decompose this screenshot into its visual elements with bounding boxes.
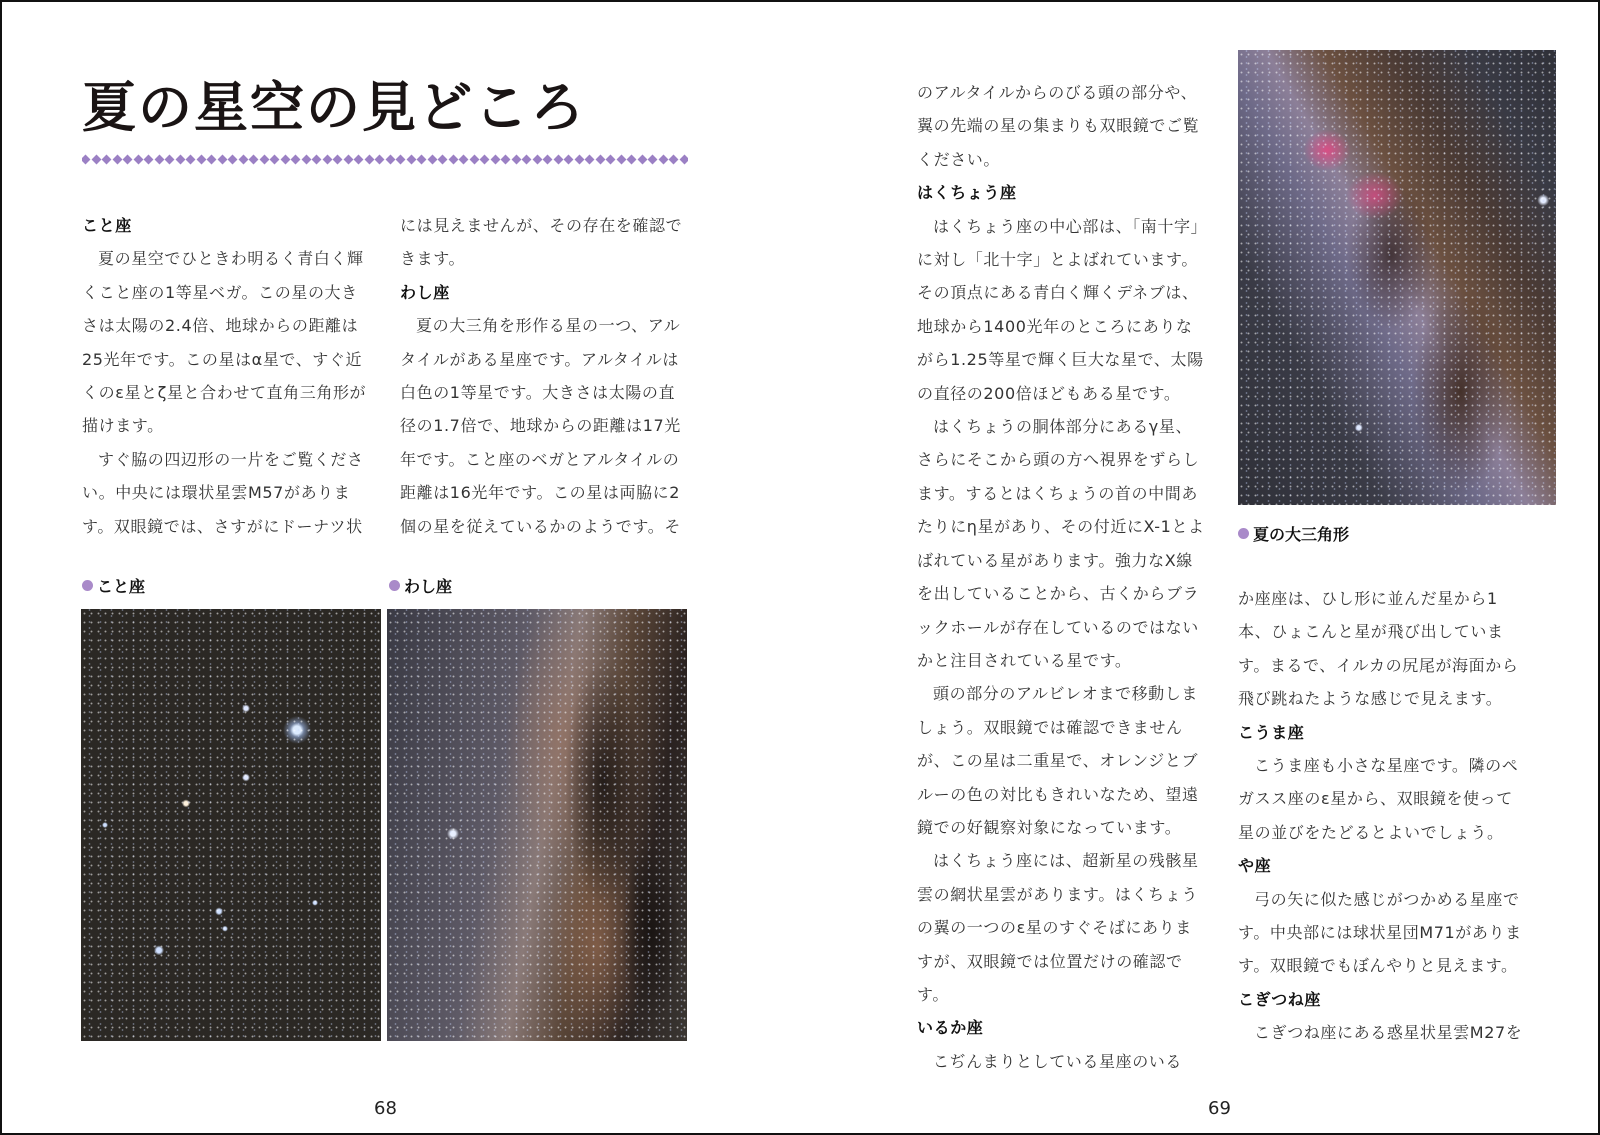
diamond-ornament-icon (406, 154, 416, 164)
diamond-ornament-icon (532, 154, 542, 164)
diamond-ornament-icon (196, 154, 206, 164)
diamond-ornament-icon (280, 154, 290, 164)
diamond-ornament-icon (469, 154, 479, 164)
caption-text: 夏の大三角形 (1253, 525, 1350, 544)
bullet-dot-icon (389, 580, 400, 591)
diamond-ornament-icon (322, 154, 332, 164)
diamond-ornament-icon (574, 154, 584, 164)
diamond-ornament-icon (175, 154, 185, 164)
diamond-ornament-icon (616, 154, 626, 164)
page-number-right: 69 (1208, 1098, 1231, 1119)
diamond-ornament-icon (82, 154, 90, 164)
paragraph-continuation: のアルタイルからのびる頭の部分や、翼の先端の星の集まりも双眼鏡でご覧ください。 (917, 83, 1200, 169)
diamond-ornament-icon (375, 154, 385, 164)
diamond-ornament-icon (186, 154, 196, 164)
caption-text: こと座 (97, 577, 146, 596)
diamond-ornament-icon (448, 154, 458, 164)
diamond-ornament-icon (385, 154, 395, 164)
section-heading-equuleus: こうま座 (1238, 722, 1305, 742)
diamond-ornament-icon (417, 154, 427, 164)
diamond-ornament-icon (522, 154, 532, 164)
section-heading-vulpecula: こぎつね座 (1238, 989, 1322, 1009)
diamond-ornament-icon (354, 154, 364, 164)
diamond-ornament-icon (364, 154, 374, 164)
photo-caption-lyra (82, 574, 145, 597)
bullet-dot-icon (1238, 528, 1249, 539)
diamond-ornament-icon (249, 154, 259, 164)
diamond-ornament-icon (238, 154, 248, 164)
page-number-left: 68 (374, 1098, 397, 1119)
diamond-ornament-icon (564, 154, 574, 164)
photo-caption-summer-triangle (1238, 522, 1349, 545)
diamond-ornament-icon (259, 154, 269, 164)
paragraph: はくちょうの胴体部分にあるγ星、さらにそこから頭の方へ視界をずらします。するとはくちょうの首の中間あたりにη星があり、その付近にX-1とよばれている星があります。強力なX線を出していることから、古くからブラックホールが存在しているのではないかと注目されている星です。 (917, 417, 1205, 670)
diamond-ornament-icon (501, 154, 511, 164)
section-heading-lyra: こと座 (82, 216, 132, 235)
diamond-ornament-icon (312, 154, 322, 164)
diamond-ornament-icon (102, 154, 112, 164)
diamond-ornament-icon (553, 154, 563, 164)
section-heading-aquila: わし座 (400, 282, 450, 302)
bullet-dot-icon (82, 580, 93, 591)
diamond-ornament-icon (228, 154, 238, 164)
diamond-ornament-icon (396, 154, 406, 164)
diamond-ornament-icon (480, 154, 490, 164)
page-title: 夏の星空の見どころ (82, 75, 586, 139)
diamond-ornament-icon (112, 154, 122, 164)
photo-caption-aquila (389, 574, 452, 597)
diamond-ornament-icon (669, 154, 679, 164)
diamond-ornament-icon (490, 154, 500, 164)
photo-summer-triangle (1238, 50, 1556, 505)
diamond-ornament-icon (595, 154, 605, 164)
diamond-ornament-icon (333, 154, 343, 164)
diamond-ornament-icon (123, 154, 133, 164)
diamond-ornament-icon (627, 154, 637, 164)
title-diamond-rule (82, 152, 688, 166)
section-heading-cygnus: はくちょう座 (917, 183, 1017, 203)
photo-lyra-starfield (81, 609, 381, 1041)
left-column-2 (400, 209, 690, 543)
diamond-ornament-icon (165, 154, 175, 164)
paragraph: 夏の大三角を形作る星の一つ、アルタイルがある星座です。アルタイルは白色の1等星です。大きさは太陽の直径の1.7倍で、地球からの距離は17光年です。こと座のベガとアルタイルの距離は16光年です。この星は両脇に2個の星を従えているかのようです。そ (400, 316, 681, 536)
section-heading-sagitta: や座 (1238, 856, 1272, 876)
diamond-ornament-icon (648, 154, 658, 164)
diamond-ornament-icon (658, 154, 668, 164)
diamond-ornament-icon (438, 154, 448, 164)
paragraph: 頭の部分のアルビレオまで移動しましょう。双眼鏡では確認できませんが、この星は二重星で、オレンジとブルーの色の対比もきれいなため、望遠鏡での好観察対象になっています。 (917, 684, 1199, 837)
section-heading-delphinus: いるか座 (917, 1018, 984, 1038)
diamond-ornament-icon (679, 154, 688, 164)
paragraph-continuation: には見えませんが、その存在を確認できます。 (400, 216, 683, 269)
paragraph: 弓の矢に似た感じがつかめる星座です。中央部には球状星団M71があります。双眼鏡でもぼんやりと見えます。 (1238, 889, 1522, 976)
diamond-ornament-icon (133, 154, 143, 164)
paragraph: 夏の星空でひときわ明るく青白く輝くこと座の1等星ベガ。この星の大きさは太陽の2.4倍、地球からの距離は25光年です。この星はα星で、すぐ近くのε星とζ星と合わせて直角三角形が描けます。 (82, 249, 367, 436)
paragraph: はくちょう座には、超新星の残骸星雲の網状星雲があります。はくちょうの翼の一つのε星のすぐそばにありますが、双眼鏡では位置だけの確認です。 (917, 851, 1199, 1004)
photo-aquila-milkyway (387, 609, 687, 1041)
diamond-ornament-icon (207, 154, 217, 164)
paragraph: こうま座も小さな星座です。隣のペガスス座のε星から、双眼鏡を使って星の並びをたどるとよいでしょう。 (1238, 756, 1519, 842)
paragraph: こぎつね座にある惑星状星雲M27を (1254, 1023, 1523, 1043)
right-column-1 (917, 76, 1207, 1078)
paragraph-continuation: か座座は、ひし形に並んだ星から1本、ひょこんと星が飛び出しています。まるで、イルカの尻尾が海面から飛び跳ねたような感じで見えます。 (1238, 589, 1519, 709)
right-column-2 (1238, 582, 1528, 1050)
diamond-ornament-icon (217, 154, 227, 164)
diamond-ornament-icon (270, 154, 280, 164)
diamond-ornament-icon (91, 154, 101, 164)
diamond-ornament-icon (606, 154, 616, 164)
diamond-ornament-icon (301, 154, 311, 164)
paragraph: すぐ脇の四辺形の一片をご覧ください。中央には環状星雲M57があります。双眼鏡では、さすがにドーナツ状 (82, 449, 364, 536)
left-column-1 (82, 209, 374, 543)
diamond-ornament-icon (427, 154, 437, 164)
paragraph: こぢんまりとしている星座のいる (933, 1051, 1183, 1071)
diamond-ornament-icon (511, 154, 521, 164)
caption-text: わし座 (404, 577, 453, 596)
paragraph: はくちょう座の中心部は、「南十字」に対し「北十字」とよばれています。その頂点にある青白く輝くデネブは、地球から1400光年のところにありながら1.25等星で輝く巨大な星で、太陽の直径の200倍ほどもある星です。 (917, 216, 1204, 403)
diamond-ornament-icon (144, 154, 154, 164)
diamond-ornament-icon (459, 154, 469, 164)
diamond-ornament-icon (637, 154, 647, 164)
diamond-ornament-icon (154, 154, 164, 164)
diamond-ornament-icon (343, 154, 353, 164)
diamond-ornament-icon (585, 154, 595, 164)
diamond-ornament-icon (291, 154, 301, 164)
diamond-ornament-icon (543, 154, 553, 164)
